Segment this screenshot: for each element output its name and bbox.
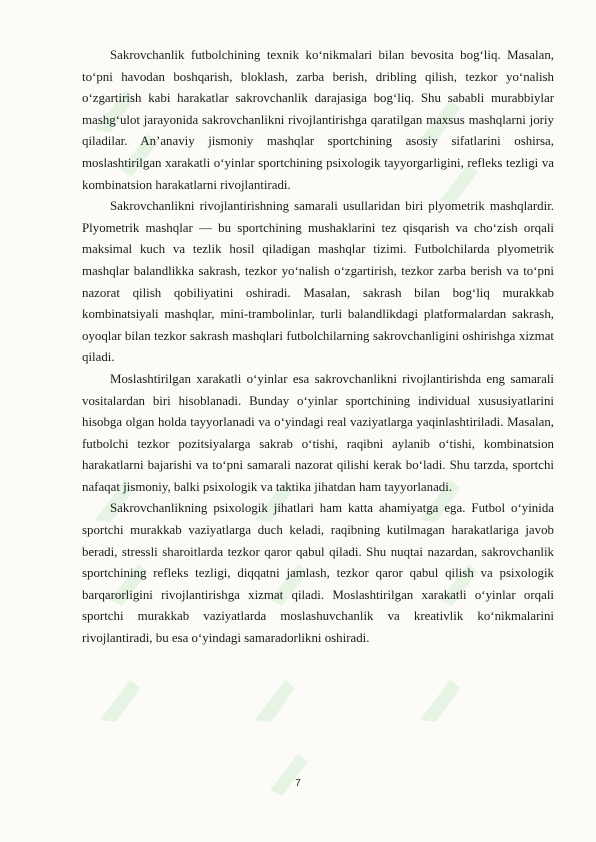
- paragraph-2: Sakrovchanlikni rivojlantirishning samarali usullaridan biri plyometrik mashqlardir. Plyometrik mashqlar — bu sportchining mushaklarini tez qisqarish va cho‘zish orqali maksimal kuch va tezlik hosil qiladigan mashqlar tizimi. Futbolchilarda plyometrik mashqlar balandlikka sakrash, tezkor yo‘nalish o‘zgartirish, tezkor zarba berish va to‘pni nazorat qilish qobiliyatini oshiradi. Masalan, sakrash bilan bog‘liq murakkab kombinatsiyali mashqlar, mini-trambolinlar, turli balandlikdagi platformalardan sakrash, oyoqlar bilan tezkor sakrash mashqlari futbolchilarning sakrovchanligini oshirishga xizmat qiladi.: [82, 199, 554, 365]
- paragraph-4: Sakrovchanlikning psixologik jihatlari ham katta ahamiyatga ega. Futbol o‘yinida sportchi murakkab vaziyatlarga duch keladi, raqibning kutilmagan harakatlariga javob beradi, stressli sharoitlarda tezkor qaror qabul qiladi. Shu nuqtai nazardan, sakrovchanlik sportchining refleks tezligi, diqqatni jamlash, tezkor qaror qabul qilish va psixologik barqarorligini rivojlantirishga xizmat qiladi. Moslashtirilgan xarakatli o‘yinlar orqali sportchi murakkab vaziyatlarda moslashuvchanlik va kreativlik ko‘nikmalarini rivojlantiradi, bu esa o‘yindagi samaradorlikni oshiradi.: [82, 501, 554, 646]
- page-number: 7: [295, 778, 301, 789]
- page-body: [82, 45, 554, 650]
- paragraph-1: Sakrovchanlik futbolchining texnik ko‘nikmalari bilan bevosita bog‘liq. Masalan, to‘pni havodan boshqarish, bloklash, zarba berish, dribling qilish, tezkor yo‘nalish o‘zgartirish kabi harakatlar sakrovchanlik darajasiga bog‘liq. Shu sababli murabbiylar mashg‘ulot jarayonida sakrovchanlikni rivojlantirishga qaratilgan maxsus mashqlarni joriy qiladilar. An’anaviy jismoniy mashqlar sportchining asosiy sifatlarini oshirsa, moslashtirilgan xarakatli o‘yinlar sportchining psixologik tayyorgarligini, refleks tezligi va kombinatsion harakatlarni rivojlantiradi.: [82, 48, 554, 192]
- paragraph-3: Moslashtirilgan xarakatli o‘yinlar esa sakrovchanlikni rivojlantirishda eng samarali vositalardan biri hisoblanadi. Bunday o‘yinlar sportchining individual xususiyatlarini hisobga olgan holda tayyorlanadi va o‘yindagi real vaziyatlarga yaqinlashtiriladi. Masalan, futbolchi tezkor pozitsiyalarga sakrab o‘tishi, raqibni aylanib o‘tishi, kombinatsion harakatlarni bajarishi va to‘pni samarali nazorat qilishi kerak bo‘ladi. Shu tarzda, sportchi nafaqat jismoniy, balki psixologik va taktika jihatdan ham tayyorlanadi.: [82, 371, 554, 494]
